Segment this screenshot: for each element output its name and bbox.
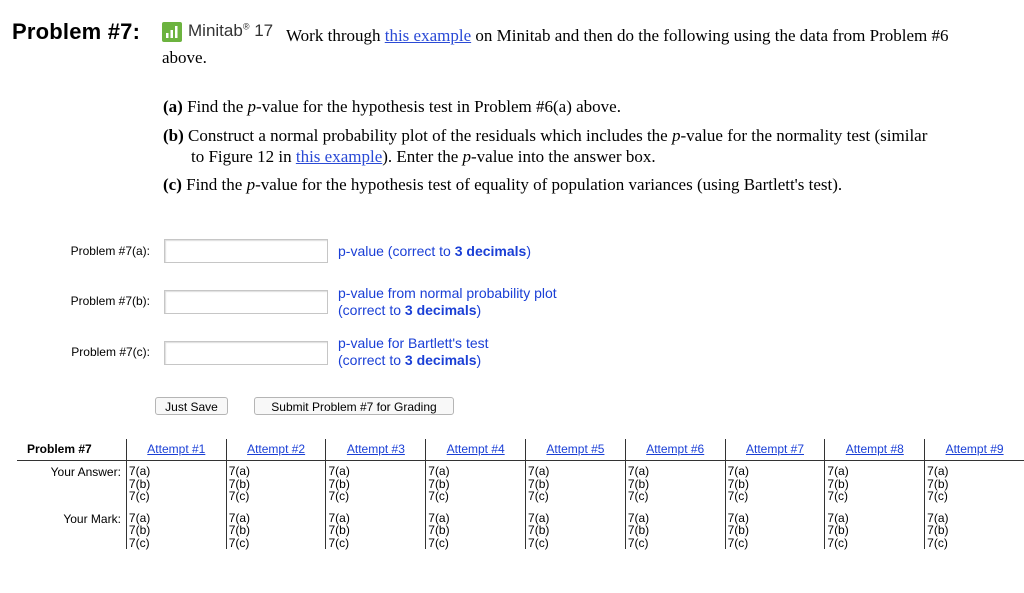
answer-input-a[interactable] — [164, 239, 328, 263]
your-mark-row — [17, 508, 1024, 550]
intro-text: Work through this example on Minitab and then do the following using the data from Problem #6 — [286, 26, 949, 45]
answer-hint-b: p-value from normal probability plot (correct to 3 decimals) — [338, 285, 557, 318]
answer-input-c[interactable] — [164, 341, 328, 365]
example-link-2[interactable]: this example — [295, 147, 383, 166]
attempt-header[interactable]: Attempt #4 — [426, 439, 526, 461]
part-b: (b) Construct a normal probability plot of the residuals which includes the p-value for the normality test (similar — [163, 126, 928, 145]
answer-cell: 7(a) 7(b) 7(c) — [526, 461, 626, 508]
minitab-logo-icon — [162, 22, 182, 42]
attempts-table — [17, 439, 1024, 549]
attempt-header[interactable]: Attempt #5 — [526, 439, 626, 461]
mark-cell: 7(a) 7(b) 7(c) — [426, 508, 526, 550]
mark-cell: 7(a) 7(b) 7(c) — [625, 508, 725, 550]
example-link[interactable]: this example — [384, 26, 472, 45]
answer-cell: 7(a) 7(b) 7(c) — [226, 461, 326, 508]
attempt-header[interactable]: Attempt #9 — [925, 439, 1024, 461]
answer-hint-c: p-value for Bartlett's test (correct to 3 decimals) — [338, 335, 489, 368]
mark-cell: 7(a) 7(b) 7(c) — [526, 508, 626, 550]
attempt-header[interactable]: Attempt #7 — [725, 439, 825, 461]
table-header-problem: Problem #7 — [17, 439, 126, 461]
part-b-line2: to Figure 12 in this example). Enter the p-value into the answer box. — [191, 147, 656, 166]
intro-text-line2: above. — [162, 48, 207, 67]
answer-input-b[interactable] — [164, 290, 328, 314]
mark-cell: 7(a) 7(b) 7(c) — [825, 508, 925, 550]
part-c: (c) Find the p-value for the hypothesis test of equality of population variances (using Bartlett's test). — [163, 175, 843, 194]
mark-cell: 7(a) 7(b) 7(c) — [725, 508, 825, 550]
answer-cell: 7(a) 7(b) 7(c) — [925, 461, 1024, 508]
answer-cell: 7(a) 7(b) 7(c) — [725, 461, 825, 508]
attempt-header[interactable]: Attempt #6 — [625, 439, 725, 461]
answer-label-a: Problem #7(a): — [70, 244, 150, 258]
part-a: (a) Find the p-value for the hypothesis test in Problem #6(a) above. — [163, 97, 621, 116]
answer-label-b: Problem #7(b): — [70, 294, 150, 308]
answer-cell: 7(a) 7(b) 7(c) — [128, 464, 151, 503]
attempt-header[interactable]: Attempt #8 — [825, 439, 925, 461]
answer-hint-a: p-value (correct to 3 decimals) — [338, 243, 531, 259]
answer-cell: 7(a) 7(b) 7(c) — [326, 461, 426, 508]
mark-cell: 7(a) 7(b) 7(c) — [326, 508, 426, 550]
answer-cell: 7(a) 7(b) 7(c) — [825, 461, 925, 508]
answer-cell: 7(a) 7(b) 7(c) — [625, 461, 725, 508]
table-header-row — [17, 439, 1024, 461]
minitab-label: Minitab® 17 — [188, 21, 274, 40]
attempt-header[interactable]: Attempt #1 — [126, 439, 226, 461]
your-answer-row — [17, 461, 1024, 508]
mark-cell: 7(a) 7(b) 7(c) — [226, 508, 326, 550]
problem-title: Problem #7: — [12, 19, 141, 44]
attempt-header[interactable]: Attempt #2 — [226, 439, 326, 461]
answer-cell: 7(a) 7(b) 7(c) — [426, 461, 526, 508]
your-answer-label: Your Answer: — [17, 461, 126, 508]
mark-cell: 7(a) 7(b) 7(c) — [128, 510, 151, 550]
submit-button[interactable]: Submit Problem #7 for Grading — [254, 397, 454, 415]
mark-cell: 7(a) 7(b) 7(c) — [925, 508, 1024, 550]
attempt-header[interactable]: Attempt #3 — [326, 439, 426, 461]
just-save-button[interactable]: Just Save — [155, 397, 228, 415]
your-mark-label: Your Mark: — [17, 508, 126, 550]
answer-label-c: Problem #7(c): — [71, 345, 150, 359]
